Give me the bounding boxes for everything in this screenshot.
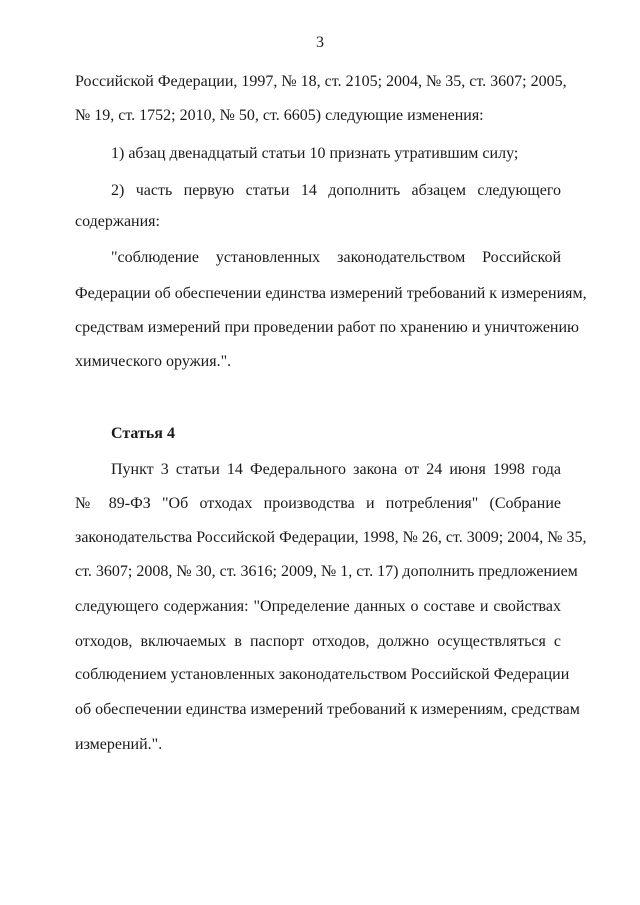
article-heading: Статья 4 <box>111 425 175 442</box>
list-item-1: 1) абзац двенадцатый статьи 10 признать утратившим силу; <box>111 145 519 162</box>
article-line: следующего содержания: "Определение данных о составе и свойствах <box>75 598 561 615</box>
quote-line: "соблюдение установленных законодательством Российской <box>111 249 561 266</box>
article-line: измерений.". <box>75 736 163 753</box>
list-item-2-line: 2) часть первую статьи 14 дополнить абзацем следующего <box>111 182 561 199</box>
article-line: об обеспечении единства измерений требований к измерениям, средствам <box>75 701 580 718</box>
article-line: Пункт 3 статьи 14 Федерального закона от 24 июня 1998 года <box>111 461 561 478</box>
article-line: соблюдением установленных законодательством Российской Федерации <box>75 666 570 683</box>
paragraph-line: Российской Федерации, 1997, № 18, ст. 2105; 2004, № 35, ст. 3607; 2005, <box>75 73 567 90</box>
article-line: отходов, включаемых в паспорт отходов, должно осуществляться с <box>75 633 561 650</box>
list-item-2-line: содержания: <box>75 213 160 230</box>
article-line: законодательства Российской Федерации, 1998, № 26, ст. 3009; 2004, № 35, <box>75 529 587 546</box>
article-line: ст. 3607; 2008, № 30, ст. 3616; 2009, № 1, ст. 17) дополнить предложением <box>75 563 578 580</box>
page-number: 3 <box>316 34 324 51</box>
quote-line: средствам измерений при проведении работ по хранению и уничтожению <box>75 319 580 336</box>
quote-line: Федерации об обеспечении единства измерений требований к измерениям, <box>75 285 587 302</box>
paragraph-line: № 19, ст. 1752; 2010, № 50, ст. 6605) следующие изменения: <box>75 107 484 124</box>
article-line: № 89-ФЗ "Об отходах производства и потребления" (Собрание <box>75 495 561 512</box>
quote-line: химического оружия.". <box>75 353 232 370</box>
